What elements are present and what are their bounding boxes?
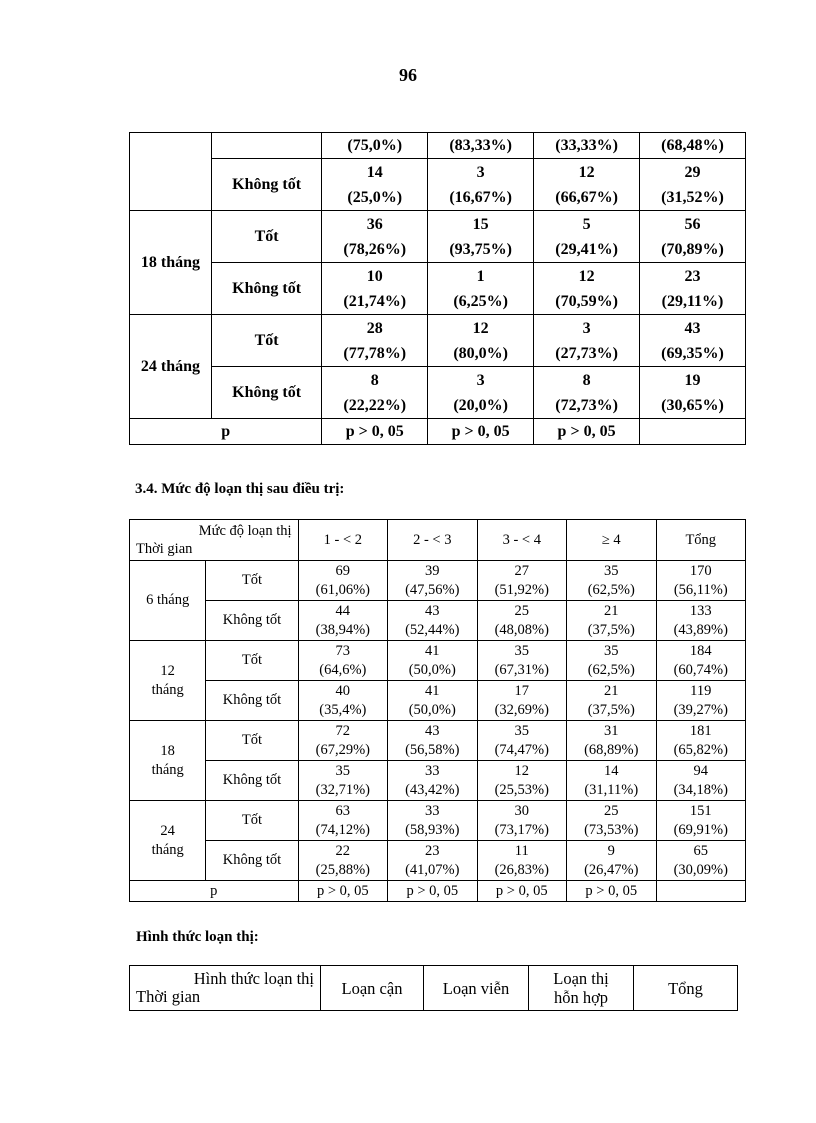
astigmatism-level-table bbox=[129, 519, 746, 902]
value-cell: 35 (74,47%) bbox=[477, 721, 566, 761]
value-cell: (68,48%) bbox=[640, 133, 746, 159]
value-cell: 22 (25,88%) bbox=[298, 841, 387, 881]
value-cell: 36 (78,26%) bbox=[322, 211, 428, 263]
value-cell: 17 (32,69%) bbox=[477, 681, 566, 721]
value-cell: 27 (51,92%) bbox=[477, 561, 566, 601]
table-row bbox=[130, 315, 746, 367]
p-value-row bbox=[130, 419, 746, 445]
table-row bbox=[130, 601, 746, 641]
time-cell: 12 tháng bbox=[130, 641, 206, 721]
page-number: 96 bbox=[399, 65, 417, 85]
eval-cell: Không tốt bbox=[206, 681, 298, 721]
value-cell: 9 (26,47%) bbox=[567, 841, 656, 881]
table-row bbox=[130, 761, 746, 801]
eval-cell bbox=[211, 133, 321, 159]
p-value: p > 0, 05 bbox=[477, 881, 566, 902]
table-row bbox=[130, 159, 746, 211]
value-cell: 43 (56,58%) bbox=[388, 721, 477, 761]
value-cell: 33 (43,42%) bbox=[388, 761, 477, 801]
value-cell: 12 (66,67%) bbox=[534, 159, 640, 211]
eval-cell: Không tốt bbox=[206, 601, 298, 641]
p-value: p > 0, 05 bbox=[428, 419, 534, 445]
value-cell: 10 (21,74%) bbox=[322, 263, 428, 315]
time-cell: 18 tháng bbox=[130, 211, 212, 315]
value-cell: (83,33%) bbox=[428, 133, 534, 159]
value-cell: 15 (93,75%) bbox=[428, 211, 534, 263]
section-heading: 3.4. Mức độ loạn thị sau điều trị: bbox=[135, 481, 345, 497]
column-header: Loạn viễn bbox=[424, 966, 529, 1011]
eval-cell: Không tốt bbox=[211, 367, 321, 419]
eval-cell: Không tốt bbox=[211, 159, 321, 211]
value-cell: 40 (35,4%) bbox=[298, 681, 387, 721]
p-value-empty bbox=[656, 881, 746, 902]
value-cell: 12 (80,0%) bbox=[428, 315, 534, 367]
eval-cell: Tốt bbox=[206, 641, 298, 681]
table-row bbox=[130, 721, 746, 761]
time-cell bbox=[130, 133, 212, 211]
column-header: Tổng bbox=[634, 966, 738, 1011]
value-cell: 14 (25,0%) bbox=[322, 159, 428, 211]
eval-cell: Không tốt bbox=[206, 761, 298, 801]
value-cell: 133 (43,89%) bbox=[656, 601, 746, 641]
value-cell: 35 (67,31%) bbox=[477, 641, 566, 681]
value-cell: 21 (37,5%) bbox=[567, 681, 656, 721]
eval-cell: Tốt bbox=[211, 211, 321, 263]
eval-cell: Không tốt bbox=[206, 841, 298, 881]
value-cell: 30 (73,17%) bbox=[477, 801, 566, 841]
eval-cell: Tốt bbox=[206, 721, 298, 761]
section-subheading: Hình thức loạn thị: bbox=[136, 929, 259, 945]
table-row bbox=[130, 841, 746, 881]
p-value: p > 0, 05 bbox=[322, 419, 428, 445]
value-cell: 63 (74,12%) bbox=[298, 801, 387, 841]
value-cell: 69 (61,06%) bbox=[298, 561, 387, 601]
value-cell: 21 (37,5%) bbox=[567, 601, 656, 641]
p-value: p > 0, 05 bbox=[298, 881, 387, 902]
value-cell: 25 (73,53%) bbox=[567, 801, 656, 841]
column-header: 3 - < 4 bbox=[477, 520, 566, 561]
value-cell: 39 (47,56%) bbox=[388, 561, 477, 601]
result-table-continued bbox=[129, 132, 746, 445]
table-row bbox=[130, 133, 746, 159]
table-row bbox=[130, 561, 746, 601]
value-cell: (75,0%) bbox=[322, 133, 428, 159]
value-cell: 5 (29,41%) bbox=[534, 211, 640, 263]
value-cell: 23 (29,11%) bbox=[640, 263, 746, 315]
time-cell: 6 tháng bbox=[130, 561, 206, 641]
time-cell: 24 tháng bbox=[130, 801, 206, 881]
time-cell: 24 tháng bbox=[130, 315, 212, 419]
p-value: p > 0, 05 bbox=[567, 881, 656, 902]
value-cell: 25 (48,08%) bbox=[477, 601, 566, 641]
value-cell: 8 (72,73%) bbox=[534, 367, 640, 419]
table-row bbox=[130, 801, 746, 841]
p-value-row bbox=[130, 881, 746, 902]
value-cell: 72 (67,29%) bbox=[298, 721, 387, 761]
corner-header: Mức độ loạn thị Thời gian bbox=[130, 520, 299, 561]
value-cell: 8 (22,22%) bbox=[322, 367, 428, 419]
value-cell: 23 (41,07%) bbox=[388, 841, 477, 881]
eval-cell: Tốt bbox=[211, 315, 321, 367]
table-row bbox=[130, 681, 746, 721]
value-cell: 3 (16,67%) bbox=[428, 159, 534, 211]
value-cell: 65 (30,09%) bbox=[656, 841, 746, 881]
value-cell: 56 (70,89%) bbox=[640, 211, 746, 263]
value-cell: 31 (68,89%) bbox=[567, 721, 656, 761]
value-cell: 19 (30,65%) bbox=[640, 367, 746, 419]
value-cell: 11 (26,83%) bbox=[477, 841, 566, 881]
value-cell: 73 (64,6%) bbox=[298, 641, 387, 681]
column-header: ≥ 4 bbox=[567, 520, 656, 561]
table-row bbox=[130, 367, 746, 419]
value-cell: 181 (65,82%) bbox=[656, 721, 746, 761]
p-value: p > 0, 05 bbox=[534, 419, 640, 445]
table-row bbox=[130, 263, 746, 315]
value-cell: 12 (70,59%) bbox=[534, 263, 640, 315]
value-cell: 43 (52,44%) bbox=[388, 601, 477, 641]
value-cell: 1 (6,25%) bbox=[428, 263, 534, 315]
value-cell: 41 (50,0%) bbox=[388, 681, 477, 721]
column-header: Loạn thị hỗn hợp bbox=[529, 966, 634, 1011]
value-cell: 170 (56,11%) bbox=[656, 561, 746, 601]
p-value: p > 0, 05 bbox=[388, 881, 477, 902]
column-header: Tổng bbox=[656, 520, 746, 561]
value-cell: 35 (62,5%) bbox=[567, 561, 656, 601]
table-header-row bbox=[130, 520, 746, 561]
value-cell: 151 (69,91%) bbox=[656, 801, 746, 841]
value-cell: 14 (31,11%) bbox=[567, 761, 656, 801]
column-header: 2 - < 3 bbox=[388, 520, 477, 561]
value-cell: 44 (38,94%) bbox=[298, 601, 387, 641]
value-cell: 35 (62,5%) bbox=[567, 641, 656, 681]
corner-header: Hình thức loạn thị Thời gian bbox=[130, 966, 321, 1011]
column-header: Loạn cận bbox=[321, 966, 424, 1011]
value-cell: 41 (50,0%) bbox=[388, 641, 477, 681]
value-cell: 35 (32,71%) bbox=[298, 761, 387, 801]
eval-cell: Không tốt bbox=[211, 263, 321, 315]
p-label: p bbox=[130, 419, 322, 445]
value-cell: 184 (60,74%) bbox=[656, 641, 746, 681]
p-value-empty bbox=[640, 419, 746, 445]
value-cell: 28 (77,78%) bbox=[322, 315, 428, 367]
value-cell: 29 (31,52%) bbox=[640, 159, 746, 211]
value-cell: 3 (27,73%) bbox=[534, 315, 640, 367]
table-row bbox=[130, 641, 746, 681]
value-cell: 94 (34,18%) bbox=[656, 761, 746, 801]
value-cell: (33,33%) bbox=[534, 133, 640, 159]
value-cell: 33 (58,93%) bbox=[388, 801, 477, 841]
value-cell: 3 (20,0%) bbox=[428, 367, 534, 419]
p-label: p bbox=[130, 881, 299, 902]
table-row bbox=[130, 211, 746, 263]
eval-cell: Tốt bbox=[206, 561, 298, 601]
time-cell: 18 tháng bbox=[130, 721, 206, 801]
value-cell: 12 (25,53%) bbox=[477, 761, 566, 801]
astigmatism-type-table bbox=[129, 965, 738, 1011]
value-cell: 43 (69,35%) bbox=[640, 315, 746, 367]
column-header: 1 - < 2 bbox=[298, 520, 387, 561]
value-cell: 119 (39,27%) bbox=[656, 681, 746, 721]
table-header-row bbox=[130, 966, 738, 1011]
eval-cell: Tốt bbox=[206, 801, 298, 841]
